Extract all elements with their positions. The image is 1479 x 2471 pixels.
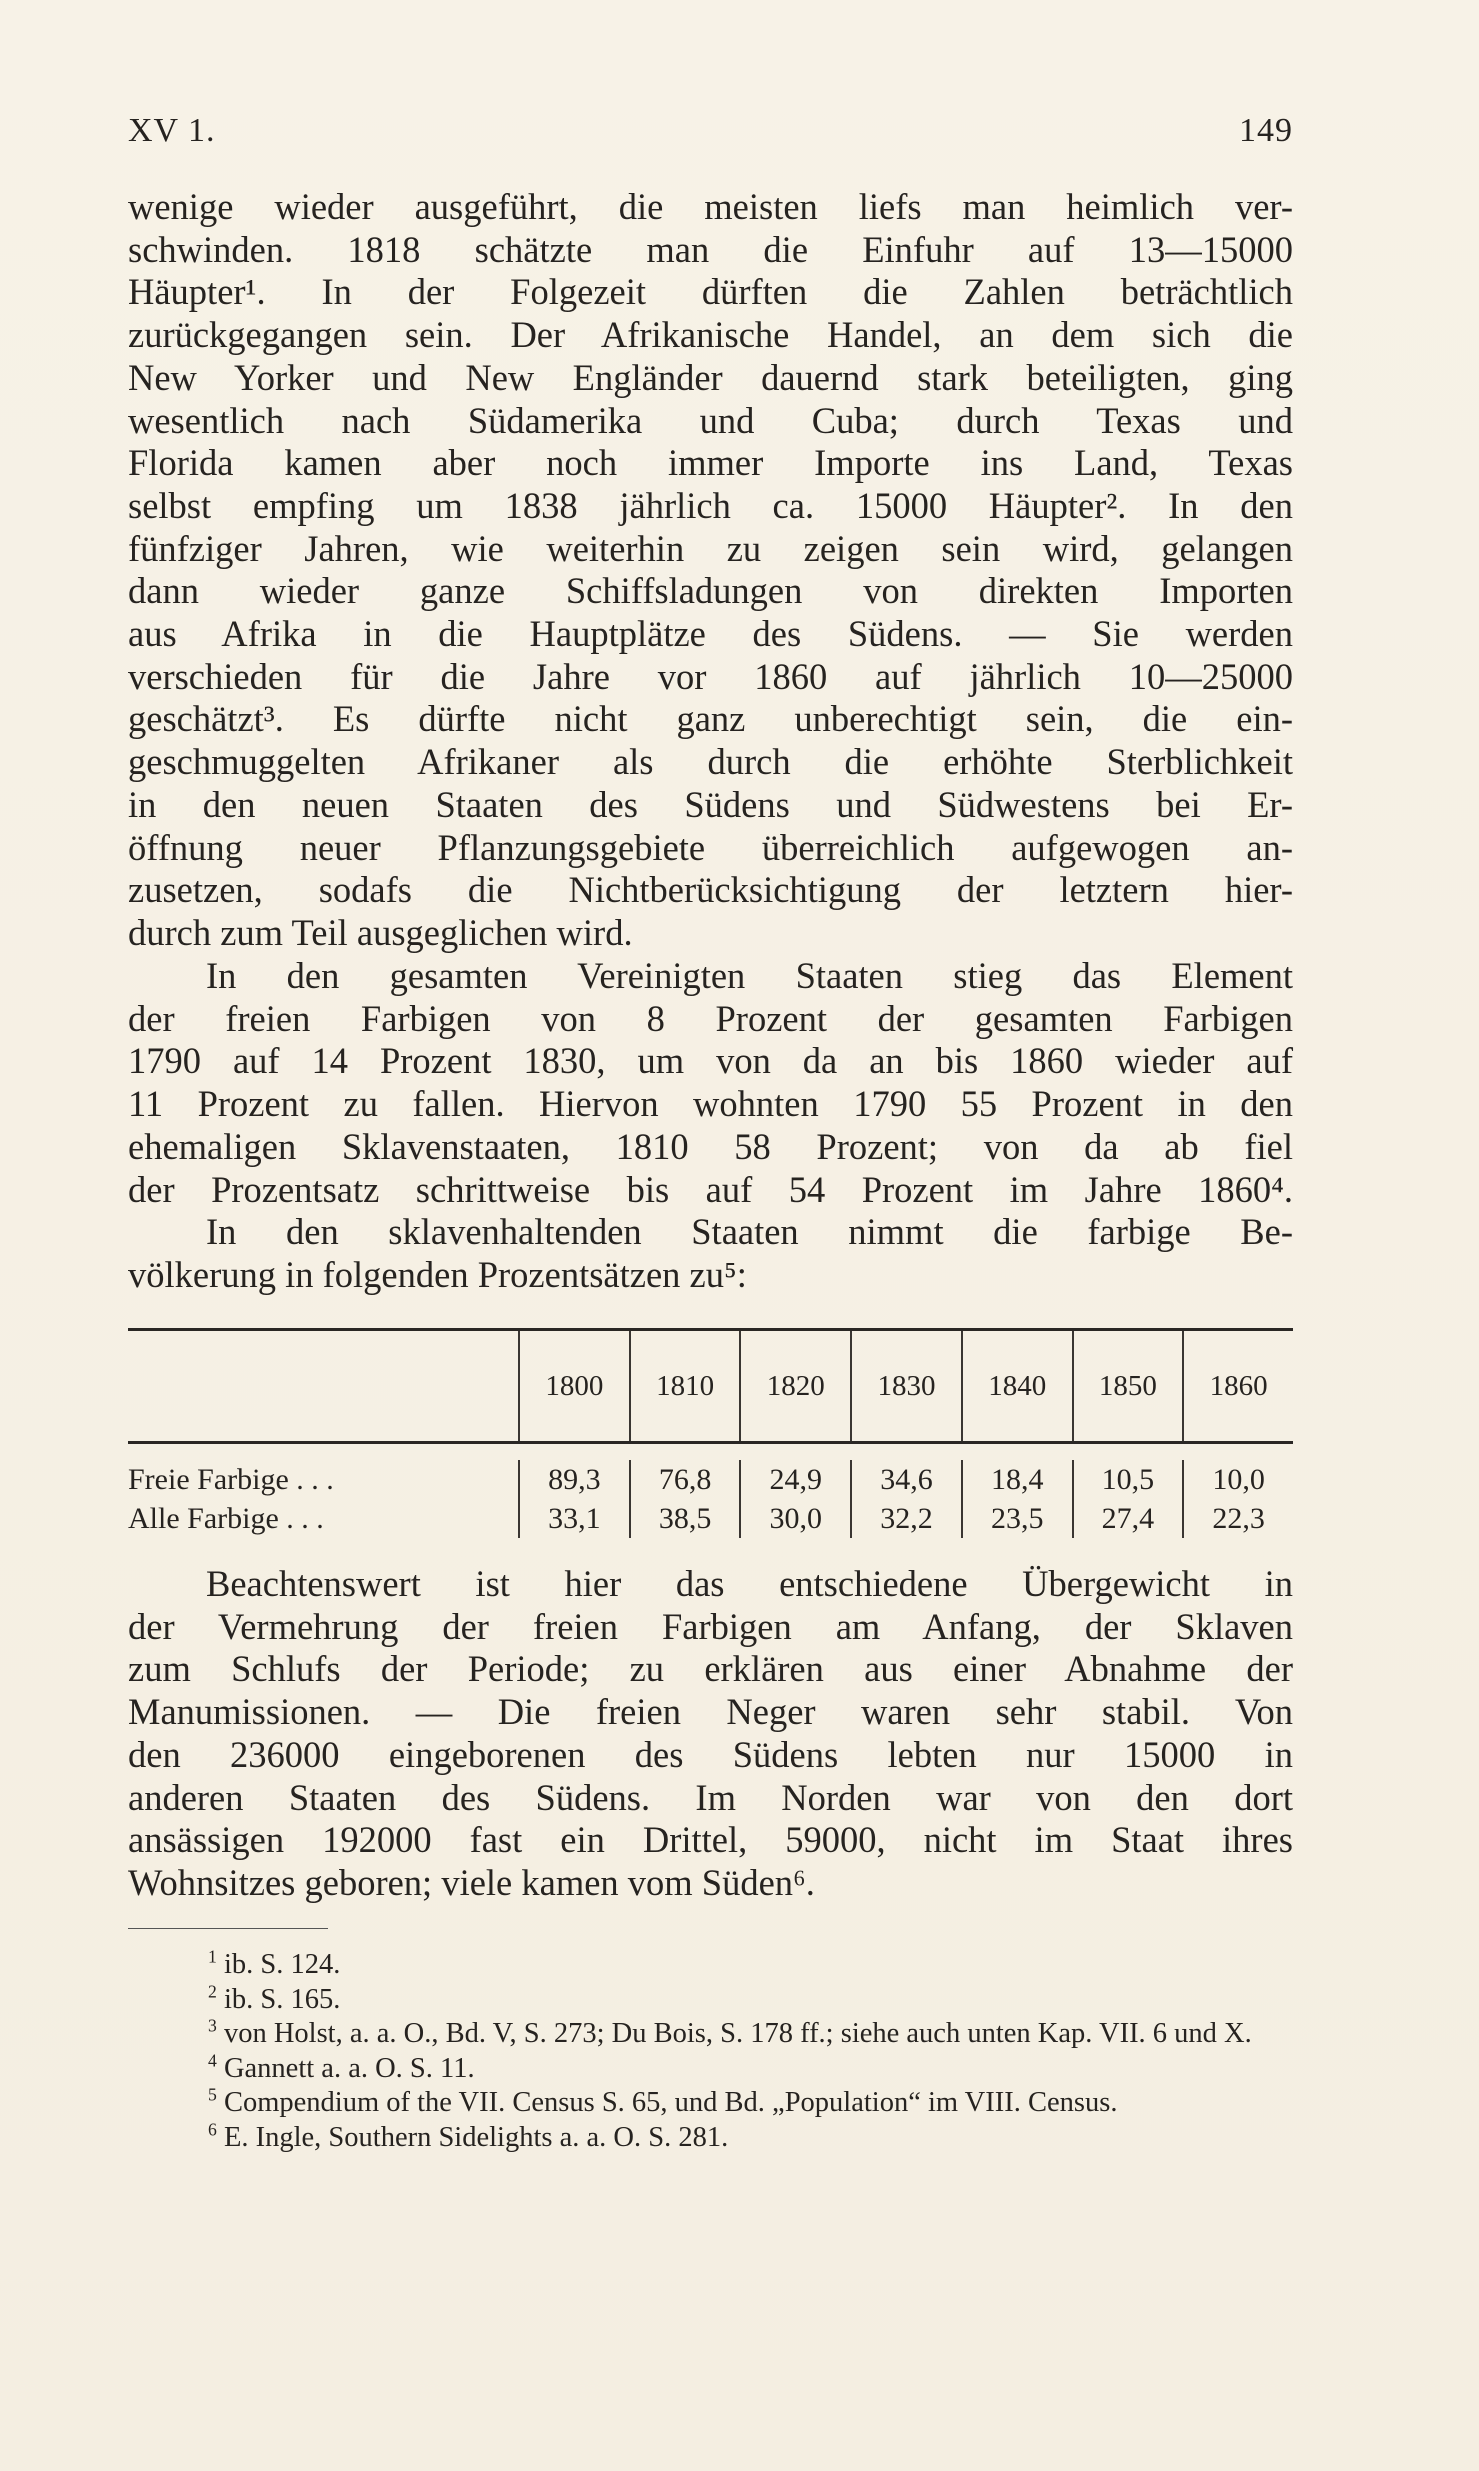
text-line: anderen Staaten des Südens. Im Norden war von den dort	[128, 1776, 1293, 1818]
text-line: 11 Prozent zu fallen. Hiervon wohnten 1790 55 Prozent in den	[128, 1083, 1293, 1125]
footnote	[128, 1948, 1293, 1983]
table-cell: 22,3	[1182, 1499, 1293, 1538]
text-line: 1790 auf 14 Prozent 1830, um von da an bis 1860 wieder auf	[128, 1040, 1293, 1082]
table-header-row	[128, 1331, 1293, 1441]
section-number: XV 1.	[128, 112, 216, 149]
year-header: 1830	[850, 1331, 961, 1441]
table-cell: 76,8	[629, 1460, 740, 1499]
text-line: verschieden für die Jahre vor 1860 auf jährlich 10—25000	[128, 655, 1293, 697]
text-line: zusetzen, sodafs die Nichtberücksichtigung der letztern hier-	[128, 869, 1293, 911]
text-line: in den neuen Staaten des Südens und Südwestens bei Er-	[128, 783, 1293, 825]
text-line: völkerung in folgenden Prozentsätzen zu⁵:	[128, 1253, 747, 1295]
text-line: der Prozentsatz schrittweise bis auf 54 Prozent im Jahre 1860⁴.	[128, 1168, 1293, 1210]
text-line: wenige wieder ausgeführt, die meisten liefs man heimlich ver-	[128, 186, 1293, 227]
footnote-text: ib. S. 124.	[223, 1949, 341, 1980]
text-line: öffnung neuer Pflanzungsgebiete überreichlich aufgewogen an-	[128, 826, 1293, 868]
footnote-number: 6	[208, 2119, 217, 2140]
table-corner-cell	[128, 1331, 518, 1441]
table-cell: 38,5	[629, 1499, 740, 1538]
footnote	[128, 2086, 1293, 2121]
year-header: 1840	[961, 1331, 1072, 1441]
table-row	[128, 1499, 1293, 1538]
text-line: Wohnsitzes geboren; viele kamen vom Süden⁶.	[128, 1861, 815, 1903]
text-line: geschätzt³. Es dürfte nicht ganz unberechtigt sein, die ein-	[128, 698, 1293, 740]
text-line: den 236000 eingeborenen des Südens lebten nur 15000 in	[128, 1733, 1293, 1775]
text-line: zurückgegangen sein. Der Afrikanische Handel, an dem sich die	[128, 314, 1293, 356]
row-label: Freie Farbige . . .	[128, 1462, 334, 1496]
table-cell: 33,1	[518, 1499, 629, 1538]
running-header	[128, 112, 1293, 150]
text-line: In den gesamten Vereinigten Staaten stieg das Element	[206, 955, 1293, 996]
text-line: In den sklavenhaltenden Staaten nimmt die farbige Be-	[206, 1211, 1293, 1253]
footnote	[128, 1983, 1293, 2018]
footnote-text: von Holst, a. a. O., Bd. V, S. 273; Du Bois, S. 178 ff.; siehe auch unten Kap. VII. 6 und X.	[223, 2018, 1252, 2050]
text-line: der freien Farbigen von 8 Prozent der gesamten Farbigen	[128, 997, 1293, 1039]
table-cell: 34,6	[850, 1460, 961, 1499]
text-line: fünfziger Jahren, wie weiterhin zu zeigen sein wird, gelangen	[128, 527, 1293, 569]
footnote-separator	[128, 1928, 328, 1929]
text-line: selbst empfing um 1838 jährlich ca. 15000 Häupter². In den	[128, 484, 1293, 526]
text-line: schwinden. 1818 schätzte man die Einfuhr auf 13—15000	[128, 228, 1293, 270]
text-line: New Yorker und New Engländer dauernd stark beteiligten, ging	[128, 356, 1293, 398]
table-body	[128, 1444, 1293, 1552]
table-cell: 89,3	[518, 1460, 629, 1499]
footnotes	[128, 1948, 1293, 2156]
footnote-number: 5	[208, 2084, 217, 2105]
text-line: ansässigen 192000 fast ein Drittel, 59000, nicht im Staat ihres	[128, 1819, 1293, 1861]
table-cell: 10,5	[1072, 1460, 1183, 1499]
footnote-number: 4	[208, 2050, 217, 2071]
text-line: Manumissionen. — Die freien Neger waren sehr stabil. Von	[128, 1691, 1293, 1733]
paragraph-2	[128, 955, 1293, 1297]
text-line: Beachtenswert ist hier das entschiedene Übergewicht in	[206, 1563, 1293, 1604]
row-label: Alle Farbige . . .	[128, 1501, 324, 1535]
text-line: geschmuggelten Afrikaner als durch die erhöhte Sterblichkeit	[128, 741, 1293, 783]
table-cell: 18,4	[961, 1460, 1072, 1499]
table-cell: 30,0	[739, 1499, 850, 1538]
paragraph-3	[128, 1563, 1293, 1905]
text-line: der Vermehrung der freien Farbigen am Anfang, der Sklaven	[128, 1605, 1293, 1647]
footnote-number: 3	[208, 2015, 217, 2036]
population-table	[128, 1328, 1293, 1552]
text-line: Florida kamen aber noch immer Importe ins Land, Texas	[128, 442, 1293, 484]
table-cell: 23,5	[961, 1499, 1072, 1538]
table-cell: 24,9	[739, 1460, 850, 1499]
text-line: dann wieder ganze Schiffsladungen von direkten Importen	[128, 570, 1293, 612]
text-line: aus Afrika in die Hauptplätze des Südens. — Sie werden	[128, 613, 1293, 655]
footnote-text: Gannett a. a. O. S. 11.	[223, 2052, 475, 2084]
footnote	[128, 2017, 1293, 2052]
year-header: 1860	[1182, 1331, 1293, 1441]
year-header: 1800	[518, 1331, 629, 1441]
footnote-number: 2	[208, 1981, 217, 2002]
text-line: durch zum Teil ausgeglichen wird.	[128, 911, 633, 953]
year-header: 1850	[1072, 1331, 1183, 1441]
page-number: 149	[1239, 112, 1293, 149]
text-line: zum Schlufs der Periode; zu erklären aus einer Abnahme der	[128, 1648, 1293, 1690]
year-header: 1820	[739, 1331, 850, 1441]
footnote	[128, 2052, 1293, 2087]
year-header: 1810	[629, 1331, 740, 1441]
text-line: Häupter¹. In der Folgezeit dürften die Zahlen beträchtlich	[128, 271, 1293, 313]
footnote-text: Compendium of the VII. Census S. 65, und Bd. „Population“ im VIII. Census.	[223, 2087, 1118, 2119]
footnote-text: E. Ingle, Southern Sidelights a. a. O. S. 281.	[223, 2121, 729, 2153]
table-cell: 10,0	[1182, 1460, 1293, 1499]
text-line: ehemaligen Sklavenstaaten, 1810 58 Prozent; von da ab fiel	[128, 1125, 1293, 1167]
footnote-number: 1	[208, 1946, 217, 1967]
footnote-text: ib. S. 165.	[223, 1983, 341, 2015]
paragraph-1	[128, 186, 1293, 955]
table-row	[128, 1460, 1293, 1499]
table-cell: 32,2	[850, 1499, 961, 1538]
footnote	[128, 2121, 1293, 2156]
table-cell: 27,4	[1072, 1499, 1183, 1538]
text-line: wesentlich nach Südamerika und Cuba; durch Texas und	[128, 399, 1293, 441]
